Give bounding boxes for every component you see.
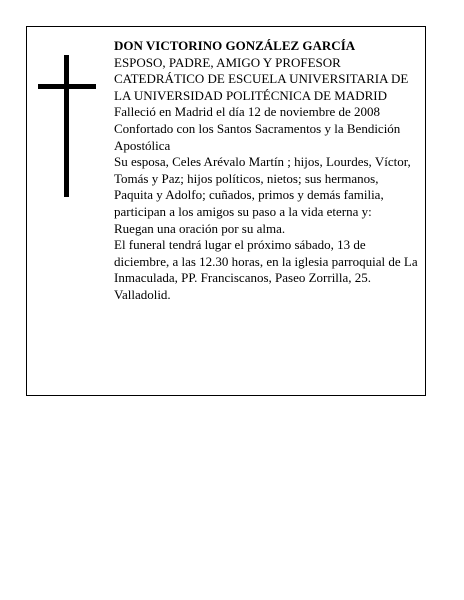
deceased-title: ESPOSO, PADRE, AMIGO Y PROFESOR CATEDRÁTICO DE ESCUELA UNIVERSITARIA DE LA UNIVERSIDAD POLITÉCNICA DE MADRID (114, 54, 409, 103)
deceased-name: DON VICTORINO GONZÁLEZ GARCÍA (114, 38, 356, 53)
family-statement: Su esposa, Celes Arévalo Martín ; hijos, Lourdes, Víctor, Tomás y Paz; hijos políticos, nietos; sus hermanos, Paquita y Adolfo; cuñados, primos y demás familia, participan a los amigos su paso a la vida eterna y: (114, 154, 411, 219)
cross-vertical-bar (64, 55, 69, 197)
cross-horizontal-bar (38, 84, 96, 89)
prayer-request: Ruegan una oración por su alma. (114, 220, 286, 236)
notice-text (114, 38, 420, 304)
cross-icon (38, 55, 96, 197)
death-statement: Falleció en Madrid el día 12 de noviembre de 2008 (114, 104, 381, 120)
sacraments-statement: Confortado con los Santos Sacramentos y la Bendición Apostólica (114, 120, 401, 153)
funeral-details: El funeral tendrá lugar el próximo sábado, 13 de diciembre, a las 12.30 horas, en la iglesia parroquial de La Inmaculada, PP. Franciscanos, Paseo Zorrilla, 25. Valladolid. (114, 237, 418, 302)
